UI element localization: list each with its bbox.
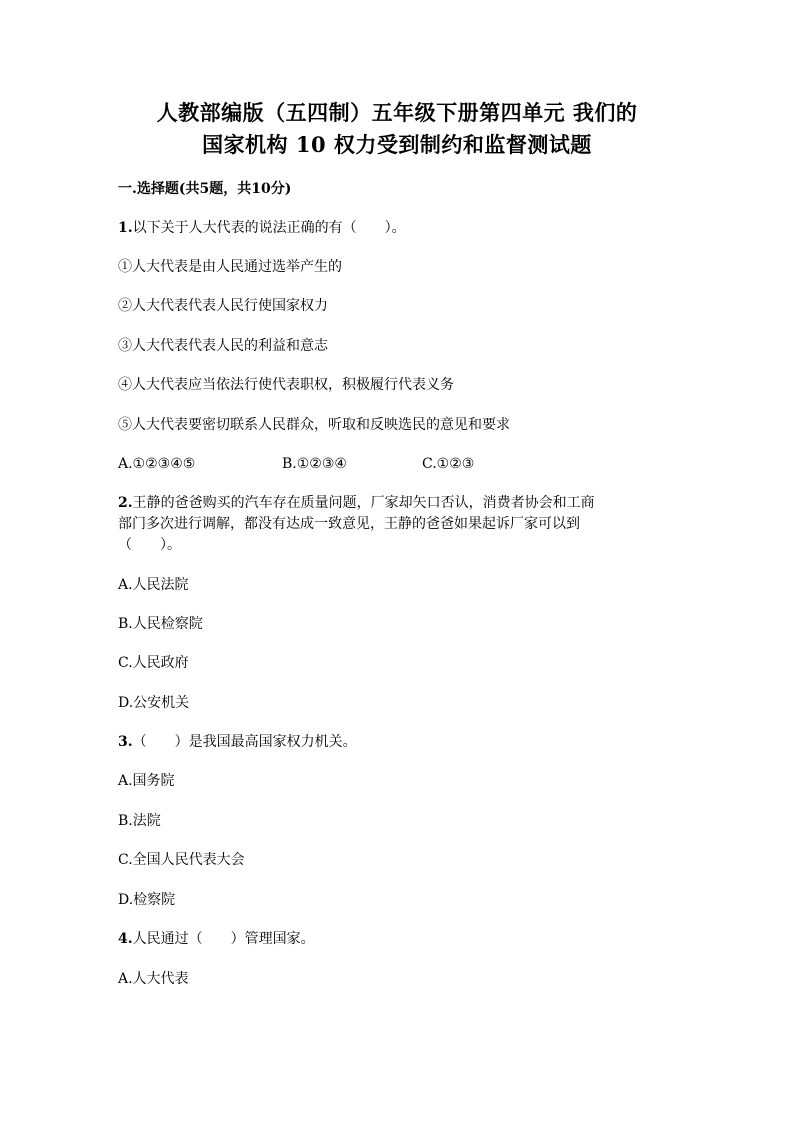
question-3-stem: （ ）是我国最高国家权力机关。 (132, 734, 357, 750)
option-a: A.①②③④⑤ (118, 456, 196, 472)
question-3-option-d: D.检察院 (118, 892, 176, 908)
question-1-statement: ⑤人大代表要密切联系人民群众，听取和反映选民的意见和要求 (118, 417, 510, 433)
question-2-stem-line1: 王静的爸爸购买的汽车存在质量问题，厂家却矢口否认，消费者协会和工商 (132, 495, 595, 511)
question-3-option-b: B.法院 (118, 813, 161, 829)
question-3-number: 3. (118, 734, 133, 750)
question-1-statement: ②人大代表代表人民行使国家权力 (118, 298, 328, 314)
question-1-statement: ①人大代表是由人民通过选举产生的 (118, 259, 342, 275)
question-4-number: 4. (118, 931, 133, 947)
question-2-number: 2. (118, 495, 133, 511)
question-2-stem-line3: （ ）。 (118, 537, 181, 553)
section-heading: 一.选择题(共5题，共10分) (118, 181, 292, 197)
document-title-line1: 人教部编版（五四制）五年级下册第四单元 我们的 (156, 100, 638, 125)
question-4-option-a: A.人大代表 (118, 971, 189, 987)
question-1-statement: ④人大代表应当依法行使代表职权，积极履行代表义务 (118, 377, 454, 393)
question-3 (118, 733, 357, 751)
document-title-line2: 国家机构 10 权力受到制约和监督测试题 (202, 132, 592, 157)
question-2-stem-line2: 部门多次进行调解，都没有达成一致意见，王静的爸爸如果起诉厂家可以到 (118, 516, 580, 532)
question-1-number: 1. (118, 220, 133, 236)
question-1-options (118, 455, 474, 473)
question-3-option-c: C.全国人民代表大会 (118, 852, 245, 868)
option-b: B.①②③④ (282, 456, 347, 472)
question-2-option-c: C.人民政府 (118, 655, 189, 671)
question-3-option-a: A.国务院 (118, 773, 175, 789)
question-1-statement: ③人大代表代表人民的利益和意志 (118, 338, 328, 354)
question-1 (118, 219, 406, 237)
question-4-stem: 人民通过（ ）管理国家。 (132, 931, 315, 947)
question-2 (118, 494, 595, 512)
question-2-option-a: A.人民法院 (118, 577, 189, 593)
question-2-option-d: D.公安机关 (118, 695, 190, 711)
option-c: C.①②③ (422, 456, 475, 472)
question-2-option-b: B.人民检察院 (118, 616, 203, 632)
question-1-stem: 以下关于人大代表的说法正确的有（ ）。 (132, 220, 406, 236)
question-4 (118, 930, 315, 948)
